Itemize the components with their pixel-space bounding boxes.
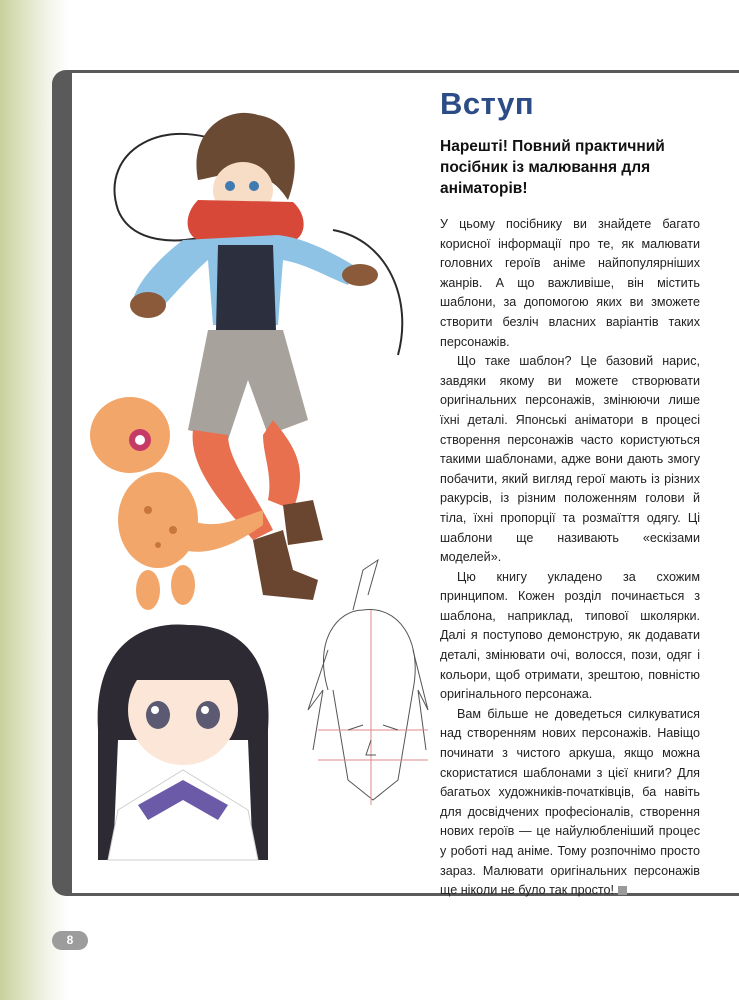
paragraph-1: У цьому посібнику ви знайдете багато корисної інформації про те, як малювати головних героїв аніме найпопулярніших жанрів. А що важливіше, він містить шаблони, за допомогою яких ви зможете створити безліч власних варіантів таких персонажів. bbox=[440, 217, 700, 349]
sketch-head bbox=[308, 560, 428, 805]
paragraph-4-text: Вам більше не доведеться силкуватися над створенням нових персонажів. Навіщо починати з чистого аркуша, якщо можна скористатися шаблонами з цієї книги? Для багатьох художників-початківців, ба навіть для досвідчених професіоналів, створення нових героїв — це найулюбленіший процес у роботі над аніме. Тому розпочнімо просто зараз. Малювати оригінальних персонажів ще ніколи не було так просто! bbox=[440, 706, 700, 898]
paragraph-2: Що таке шаблон? Це базовий нарис, завдяки якому ви можете створювати оригінальних персонажів, змінюючи лише їхні деталі. Японські аніматори в процесі створення персонажів часто користуються такими шаблонами, адже вони дають змогу побачити, який вигляд герої мають із різних ракурсів, із різним положенням голови й тіла, їхні пропорції та розмаїття одягу. Ці шаблони ще називають «ескізами моделей». bbox=[440, 354, 700, 565]
page-title: Вступ bbox=[440, 86, 535, 121]
end-mark-icon bbox=[618, 886, 627, 895]
paragraph-4 bbox=[440, 705, 700, 901]
girl-character bbox=[98, 624, 269, 860]
page-subtitle: Нарешті! Повний практичний посібник із малювання для аніматорів! bbox=[440, 138, 665, 197]
text-column bbox=[440, 84, 700, 901]
body-text bbox=[440, 215, 700, 901]
page-number: 8 bbox=[52, 931, 88, 950]
paragraph-3: Цю книгу укладено за схожим принципом. Кожен розділ починається з шаблона, наприклад, типової школярки. Далі я поступово демонструю, як додавати деталі, змінювати очі, волосся, пози, одяг і кольори, щоб отримати, зрештою, повністю оригінального персонажа. bbox=[440, 569, 700, 702]
illustration-area bbox=[78, 90, 433, 890]
rope-line-right bbox=[333, 230, 402, 355]
